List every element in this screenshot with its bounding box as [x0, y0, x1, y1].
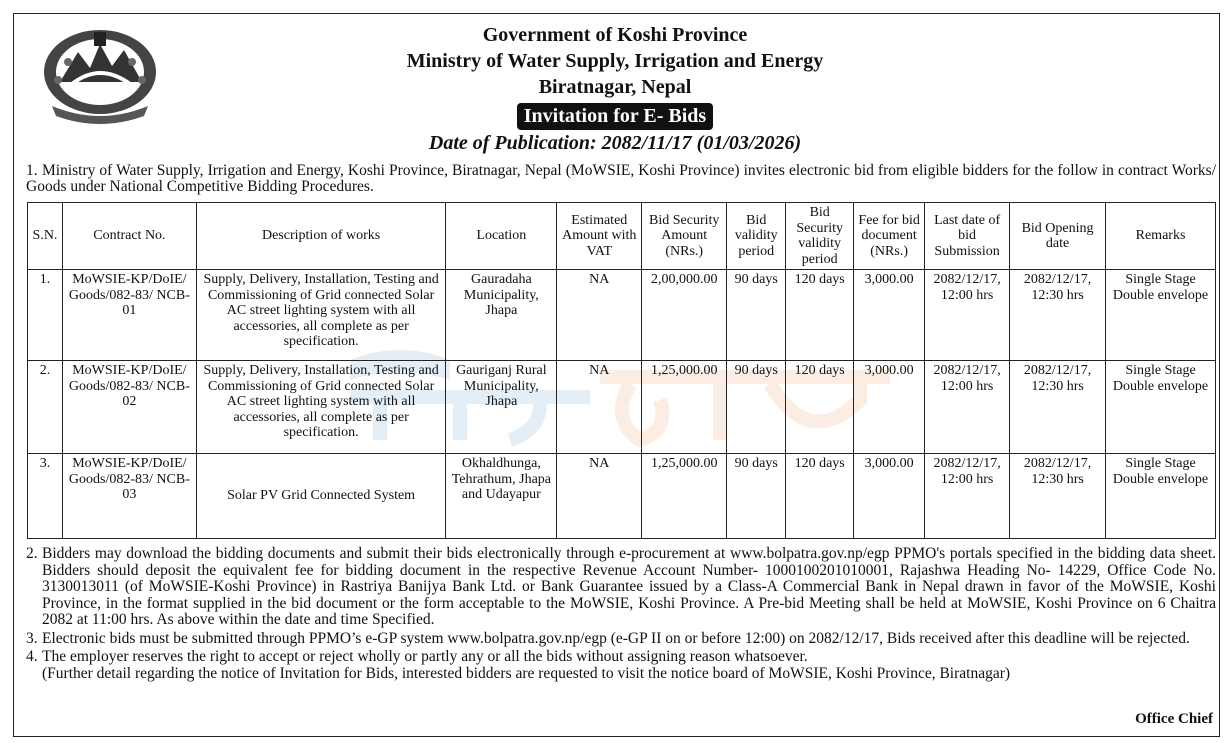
cell-bid-security-validity: 120 days: [786, 454, 854, 539]
notice-header: [0, 22, 1230, 155]
cell-estimated-amount: NA: [557, 270, 642, 361]
notes-section: [26, 546, 1216, 682]
cell-last-date: 2082/12/17, 12:00 hrs: [925, 270, 1010, 361]
cell-estimated-amount: NA: [557, 361, 642, 454]
table-header-row: [28, 203, 1216, 270]
cell-fee: 3,000.00: [854, 454, 925, 539]
cell-bid-security-amount: 1,25,000.00: [642, 361, 727, 454]
cell-estimated-amount: NA: [557, 454, 642, 539]
header-bid-validity: Bid validity period: [727, 203, 786, 270]
header-description: Description of works: [196, 203, 446, 270]
cell-contract-no: MoWSIE-KP/DoIE/ Goods/082-83/ NCB-01: [62, 270, 196, 361]
cell-bid-validity: 90 days: [727, 270, 786, 361]
cell-location: Gauriganj Rural Municipality, Jhapa: [446, 361, 557, 454]
cell-location: Okhaldhunga, Tehrathum, Jhapa and Udayapur: [446, 454, 557, 539]
header-location: Location: [446, 203, 557, 270]
note-number: 2.: [26, 545, 38, 562]
note-text: Electronic bids must be submitted through PPMO’s e-GP system www.bolpatra.gov.np/egp (e-GP II on or before 12:00) on 2082/12/17, Bids received after this deadline will be rejected.: [42, 629, 1190, 647]
cell-last-date: 2082/12/17, 12:00 hrs: [925, 361, 1010, 454]
note-number: 4.: [26, 648, 38, 665]
cell-fee: 3,000.00: [854, 270, 925, 361]
cell-bid-security-amount: 1,25,000.00: [642, 454, 727, 539]
table-row: [28, 270, 1216, 361]
cell-sn: 2.: [28, 361, 63, 454]
cell-description: Supply, Delivery, Installation, Testing and Commissioning of Grid connected Solar AC street lighting system with all accessories, all complete as per specification.: [196, 361, 446, 454]
cell-bid-security-amount: 2,00,000.00: [642, 270, 727, 361]
note-item: [26, 546, 1216, 629]
intro-paragraph: [26, 163, 1216, 195]
cell-sn: 1.: [28, 270, 63, 361]
cell-contract-no: MoWSIE-KP/DoIE/ Goods/082-83/ NCB-02: [62, 361, 196, 454]
cell-sn: 3.: [28, 454, 63, 539]
publication-date: Date of Publication: 2082/11/17 (01/03/2026): [428, 132, 802, 154]
cell-fee: 3,000.00: [854, 361, 925, 454]
table-row: [28, 361, 1216, 454]
location-title: Biratnagar, Nepal: [538, 76, 692, 98]
header-estimated-amount: Estimated Amount with VAT: [557, 203, 642, 270]
table-row: [28, 454, 1216, 539]
cell-bid-validity: 90 days: [727, 361, 786, 454]
government-title: Government of Koshi Province: [482, 24, 748, 46]
header-bid-security-amount: Bid Security Amount (NRs.): [642, 203, 727, 270]
cell-location: Gauradaha Municipality, Jhapa: [446, 270, 557, 361]
header-opening-date: Bid Opening date: [1010, 203, 1106, 270]
notice-title-badge: Invitation for E- Bids: [517, 103, 713, 130]
signature-office-chief: Office Chief: [1135, 711, 1213, 727]
cell-opening-date: 2082/12/17, 12:30 hrs: [1010, 454, 1106, 539]
cell-remarks: Single Stage Double envelope: [1106, 454, 1216, 539]
cell-description: Supply, Delivery, Installation, Testing and Commissioning of Grid connected Solar AC street lighting system with all accessories, all complete as per specification.: [196, 270, 446, 361]
cell-last-date: 2082/12/17, 12:00 hrs: [925, 454, 1010, 539]
note-item: [26, 649, 1216, 682]
cell-contract-no: MoWSIE-KP/DoIE/ Goods/082-83/ NCB-03: [62, 454, 196, 539]
intro-text: Ministry of Water Supply, Irrigation and Energy, Koshi Province, Biratnagar, Nepal (MoWSIE, Koshi Province) invites electronic bid from eligible bidders for the follow in contract Works/ Goods under National Competitive Bidding Procedures.: [26, 162, 1216, 195]
cell-bid-security-validity: 120 days: [786, 361, 854, 454]
cell-bid-validity: 90 days: [727, 454, 786, 539]
note-text: The employer reserves the right to accept or reject wholly or partly any or all the bids without assigning reason whatsoever.: [42, 648, 808, 665]
header-remarks: Remarks: [1106, 203, 1216, 270]
cell-opening-date: 2082/12/17, 12:30 hrs: [1010, 361, 1106, 454]
header-bid-security-validity: Bid Security validity period: [786, 203, 854, 270]
header-sn: S.N.: [28, 203, 63, 270]
note-number: 3.: [26, 629, 38, 647]
cell-remarks: Single Stage Double envelope: [1106, 270, 1216, 361]
cell-description: Solar PV Grid Connected System: [196, 454, 446, 539]
header-last-date: Last date of bid Submission: [925, 203, 1010, 270]
note-text: Bidders may download the bidding documents and submit their bids electronically through e-procurement at www.bolpatra.gov.np/egp PPMO's portals specified in the bidding data sheet. Bidders should deposit the equivalent fee for bidding document in the respective Revenue Account Number- 1000100201010001, Rajashwa Heading No- 14229, Office Code No. 3130013011 (of MoWSIE-Koshi Province) in Rastriya Banijya Bank Ltd. or Bank Guarantee issued by a Class-A Commercial Bank in Nepal drawn in favor of the MoWSIE, Koshi Province, in the format supplied in the bid document or the form acceptable to the MoWSIE, Koshi Province. A Pre-bid Meeting shall be held at MoWSIE, Koshi Province on 6 Chaitra 2082 at 11:00 hrs. As above within the date and time Specified.: [42, 545, 1216, 628]
intro-number: 1.: [26, 162, 38, 179]
note-item: [26, 631, 1216, 648]
header-contract-no: Contract No.: [62, 203, 196, 270]
cell-bid-security-validity: 120 days: [786, 270, 854, 361]
note-body: [42, 649, 1216, 682]
cell-opening-date: 2082/12/17, 12:30 hrs: [1010, 270, 1106, 361]
bids-table: [27, 202, 1216, 539]
ministry-title: Ministry of Water Supply, Irrigation and Energy: [406, 50, 824, 72]
header-fee: Fee for bid document (NRs.): [854, 203, 925, 270]
cell-remarks: Single Stage Double envelope: [1106, 361, 1216, 454]
note-subtext: (Further detail regarding the notice of Invitation for Bids, interested bidders are requested to visit the notice board of MoWSIE, Koshi Province, Biratnagar): [42, 664, 1011, 682]
